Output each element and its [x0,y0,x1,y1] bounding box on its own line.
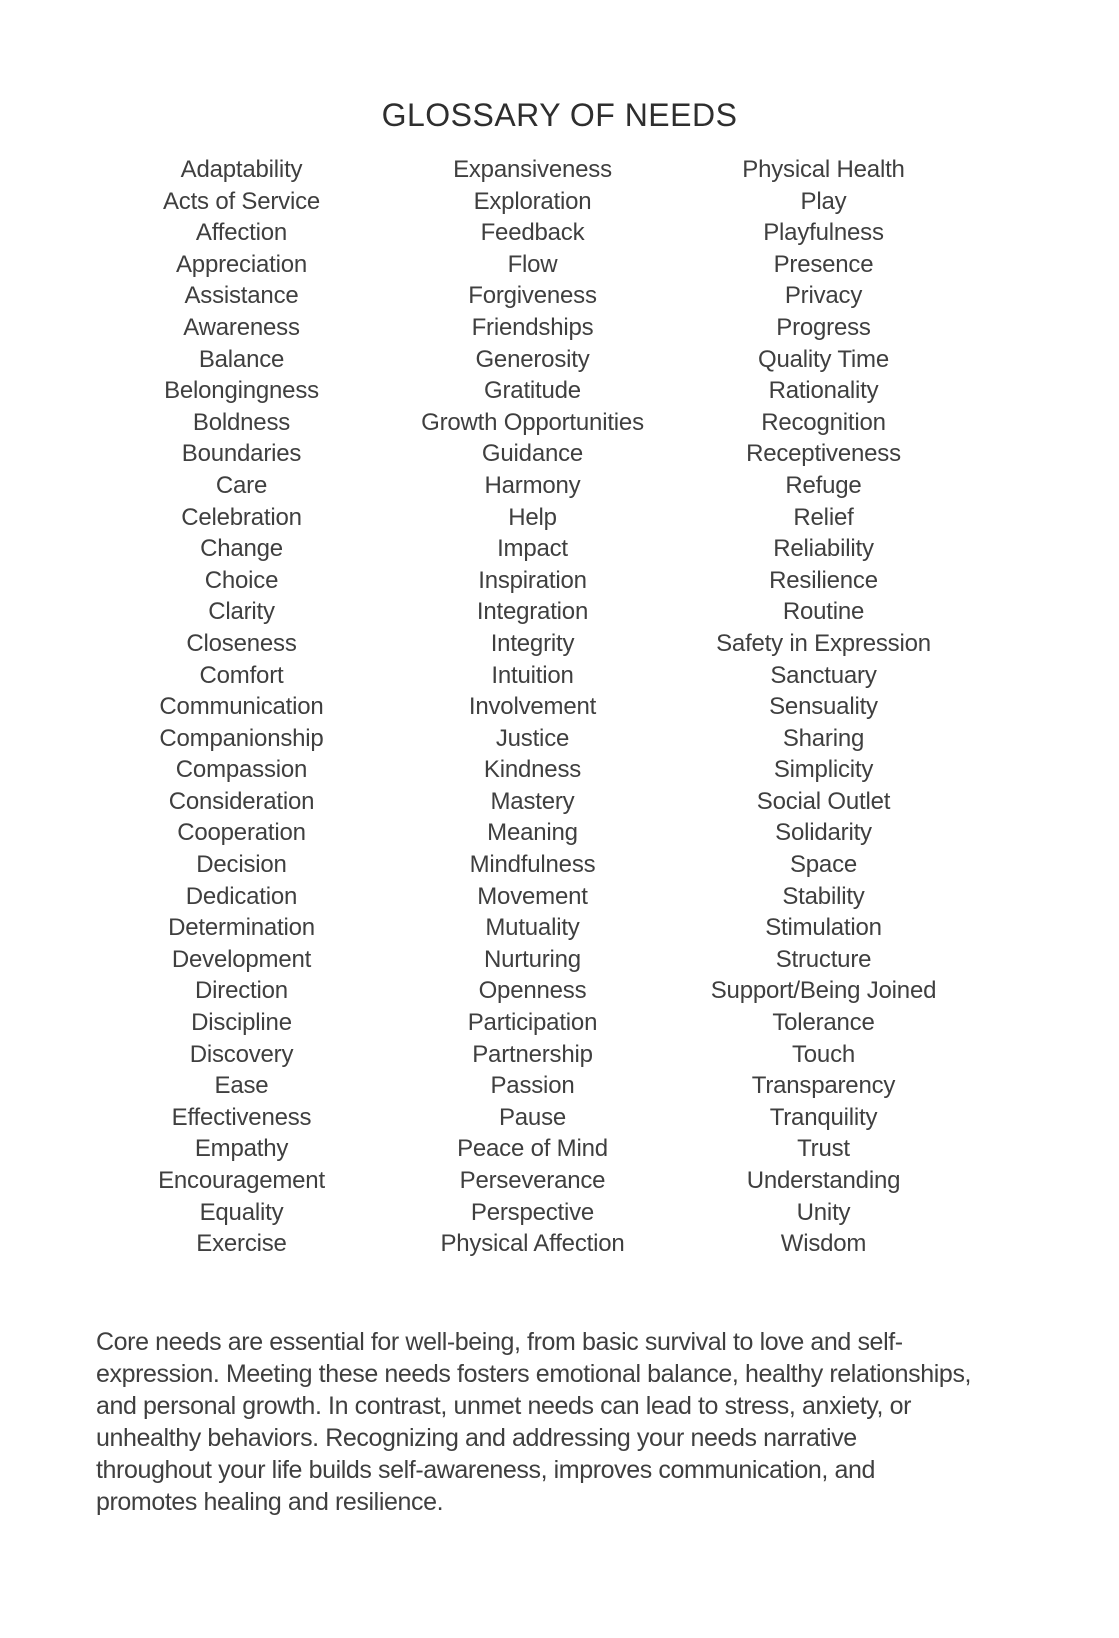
need-item: Boundaries [181,440,302,468]
need-item: Intuition [491,661,574,689]
needs-column-3 [678,154,969,1260]
need-item: Partnership [472,1040,593,1068]
need-item: Routine [782,598,865,626]
need-item: Trust [797,1135,850,1163]
need-item: Discipline [191,1009,292,1037]
need-item: Quality Time [758,345,889,373]
need-item: Safety in Expression [716,629,931,657]
need-item: Solidarity [775,819,872,847]
need-item: Comfort [199,661,284,689]
need-item: Companionship [159,724,324,752]
need-item: Forgiveness [468,282,597,310]
need-item: Passion [490,1072,575,1100]
need-item: Resilience [769,566,878,594]
need-item: Understanding [746,1167,901,1194]
need-item: Compassion [175,756,308,784]
need-item: Stability [782,882,865,910]
need-item: Empathy [194,1135,289,1163]
need-item: Determination [168,914,315,942]
need-item: Impact [497,535,568,563]
need-item: Integrity [490,629,575,657]
need-item: Play [800,187,847,215]
need-item: Effectiveness [171,1103,312,1131]
need-item: Affection [195,219,288,247]
need-item: Belongingness [164,377,319,405]
need-item: Friendships [471,313,594,341]
need-item: Simplicity [773,756,874,784]
need-item: Receptiveness [746,440,901,468]
need-item: Unity [796,1198,851,1226]
need-item: Mindfulness [469,851,596,879]
need-item: Balance [198,345,285,373]
need-item: Progress [776,313,871,341]
need-item: Rationality [768,377,879,405]
need-item: Generosity [475,345,590,373]
need-item: Celebration [181,503,302,531]
need-item: Encouragement [158,1167,325,1194]
need-item: Playfulness [763,219,884,247]
need-item: Perseverance [459,1167,606,1194]
need-item: Ease [214,1072,269,1100]
need-item: Clarity [208,598,275,626]
need-item: Involvement [468,693,597,721]
need-item: Recognition [761,408,886,436]
need-item: Consideration [168,787,315,815]
need-item: Kindness [483,756,582,784]
need-item: Justice [495,724,570,752]
need-item: Transparency [751,1072,896,1100]
need-item: Closeness [186,629,297,657]
need-item: Expansiveness [453,156,612,183]
need-item: Guidance [481,440,584,468]
need-item: Refuge [785,471,862,499]
needs-column-1 [96,154,387,1260]
needs-column-2 [387,154,678,1260]
need-item: Communication [159,693,324,721]
need-item: Awareness [183,313,300,341]
need-item: Exercise [196,1230,287,1258]
need-item: Tranquility [769,1103,878,1131]
need-item: Structure [775,945,872,973]
need-item: Acts of Service [162,187,321,215]
need-item: Sensuality [769,693,878,721]
need-item: Presence [773,250,874,278]
need-item: Participation [467,1009,598,1037]
need-item: Harmony [484,471,581,499]
need-item: Stimulation [765,914,882,942]
need-item: Openness [478,977,587,1005]
need-item: Boldness [192,408,291,436]
need-item: Reliability [773,535,874,563]
need-item: Nurturing [484,945,581,973]
need-item: Dedication [185,882,298,910]
need-item: Privacy [784,282,863,310]
need-item: Assistance [184,282,299,310]
need-item: Physical Affection [440,1230,625,1258]
need-item: Relief [793,503,854,531]
need-item: Pause [498,1103,567,1131]
summary-paragraph: Core needs are essential for well-being, from basic survival to love and self-expression. Meeting these needs fosters emotional balance, healthy relationships, and personal growth. In contrast, unmet needs can lead to stress, anxiety, or unhealthy behaviors. Recognizing and addressing your needs narrative throughout your life builds self-awareness, improves communication, and promotes healing and resilience. [96,1327,972,1516]
need-item: Change [200,535,283,563]
need-item: Physical Health [742,156,905,183]
need-item: Growth Opportunities [421,408,644,436]
need-item: Choice [204,566,279,594]
need-item: Feedback [480,219,585,247]
need-item: Mutuality [485,914,580,942]
need-item: Integration [476,598,589,626]
need-item: Meaning [487,819,578,847]
need-item: Support/Being Joined [710,977,937,1005]
need-item: Sharing [782,724,865,752]
page-title: GLOSSARY OF NEEDS [381,97,738,133]
need-item: Sanctuary [770,661,877,689]
needs-columns [96,154,969,1260]
need-item: Perspective [470,1198,595,1226]
need-item: Movement [477,882,588,910]
need-item: Flow [507,250,558,278]
need-item: Direction [195,977,288,1005]
need-item: Inspiration [478,566,587,594]
need-item: Cooperation [177,819,306,847]
need-item: Mastery [490,787,575,815]
need-item: Decision [196,851,287,879]
need-item: Equality [199,1198,284,1226]
need-item: Development [171,945,312,973]
need-item: Gratitude [484,377,581,405]
need-item: Care [215,471,268,499]
need-item: Exploration [473,187,592,215]
need-item: Space [789,851,858,879]
need-item: Wisdom [780,1230,867,1258]
need-item: Help [508,503,557,531]
need-item: Tolerance [772,1009,875,1037]
need-item: Peace of Mind [457,1135,608,1163]
need-item: Touch [791,1040,856,1068]
need-item: Discovery [189,1040,294,1068]
need-item: Social Outlet [756,787,891,815]
need-item: Adaptability [180,156,303,183]
need-item: Appreciation [175,250,308,278]
